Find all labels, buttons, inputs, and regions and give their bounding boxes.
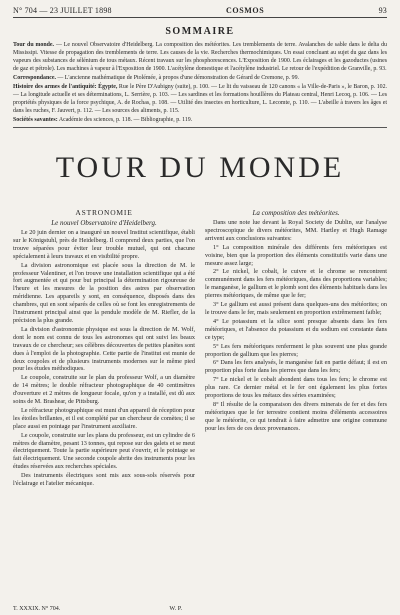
article-columns [13,208,387,489]
sommaire-entry-label: Tour du monde. [13,42,55,48]
sommaire-entry [13,74,387,82]
sommaire-entry [13,83,387,115]
sommaire-body [13,41,387,124]
title-area [13,128,387,208]
paragraph: Le coupole, construite sur les plans du professeur, est un cylindre de 6 mètres de diamètre, pesant 13 tonnes, qui repose sur des galets et se meut électriquement. Toute la partie supérieure peut s'ouvrir, et le pointage se fait électriquement. Une seconde coupole abrite des instruments pour les études réservées aux recherches spéciales. [13,431,195,471]
sommaire-title: SOMMAIRE [165,26,235,37]
journal-name: COSMOS [226,6,265,15]
paragraph: Des instruments électriques sont mis aux sous-sols réservés pour l'éclairage et l'atelier mécanique. [13,472,195,488]
article-subheading: La composition des météorites. [252,209,340,217]
page-header [13,6,387,15]
paragraph: 3° Le gallium est aussi présent dans quelques-uns des météorites; on le trouve dans le fer, mais seulement en proportion extrêmement faible; [205,301,387,316]
sommaire-entry-text: — L'ancienne mathématique de Ptolémée, à propos d'une démonstration de Gérard de Cremone, p. 99. [57,75,300,81]
sommaire-entry-text: Académie des sciences, p. 118. — Bibliographie, p. 119. [58,117,193,123]
paragraph: 2° Le nickel, le cobalt, le cuivre et le chrome se rencontrent communément dans les fers météoriques, dans des proportions variables; le manganèse, le gallium et le plomb sont des éléments habituels dans les pierres météoriques, de même que le fer; [205,268,387,300]
sommaire-entry-text: — Le nouvel Observatoire d'Heidelberg. La composition des météorites. Les tremblements de terre. Avalanches de sable dans le delta du Mississipi. Vitesse de propagation des tremblements de terre. Les causes de la vie. Recherches thermochimiques. Un essai concluant au sujet du gaz dans les vapeurs des substances de sélénium de tous métaux. Récent travaux sur les phosphorescences. L'Exposition de 1900. Les éclairages et les gazoductes (usines de gaz et pétrole). Les machines à vapeur à l'Exposition de 1900. L'acétylène domestique et l'acétylène industriel. Le retour de l'expédition de Granville, p. 93. [13,42,387,72]
paragraph: 8° Il résulte de la comparaison des divers minerais de fer et des fers météoriques que le fer terrestre contient moins d'éléments accessoires que le météorite, ce qui tendrait à faire admettre une origine commune pour les fers de ces deux provenances. [205,400,387,432]
paragraph: 5° Les fers météoriques renferment le plus souvent une plus grande proportion de gallium que les pierres; [205,342,387,358]
paragraph: Le 20 juin dernier on a inauguré un nouvel Institut scientifique, établi sur le Königstuhl, près de Heidelberg. Il comprend deux parties, que l'on trouve séparées pour éviter leur trouble mutuel, qui ont chacune spécialement à leurs travaux et en visibilité propre. [13,229,195,260]
sommaire-entry [13,41,387,73]
paragraph: 6° Dans les fers analysés, le manganèse fait en partie défaut; il est en proportion plus forte dans les pierres que dans les fers; [205,359,387,375]
author-signature: W. P. [169,605,182,612]
sommaire-entry-label: Correspondance. [13,75,56,81]
sommaire-entry-text: Rue le Père D'Aubigny (suite), p. 100. — Le lit du vaisseau de 120 canons « la Ville-de-Paris », le Baron, p. 102. — La longitude actuelle et ses déterminations, L. Serrière, p. 103. — Les sardines et les formations houillères du Plateau central, Henri Lecoq, p. 106. — Les propriétés physiques de la force psychique, A. de Rochas, p. 108. — Utilité des insectes en horticulture, L. Lecomte, p. 110. — L'abeille à travers les âges et dans les ruches, F. Jauvert, p. 112. — Les sources des aliments, p. 115. [13,84,388,114]
sommaire-entry-label: Histoire des armes de l'antiquité: Égypte, [13,84,118,90]
paragraph: 1° La composition minérale des différents fers météoriques est voisine, bien que la proportion des éléments constitutifs varie dans une mesure assez large; [205,243,387,267]
page-number: 93 [378,6,387,15]
issue-info: N° 704 — 23 JUILLET 1898 [13,6,112,15]
paragraph: La division astronomique est placée sous la direction de M. le professeur Valentiner, et l'on trouve une installation scientifique qui a été fort augmentée et qui pour but principal la détermination rigoureuse de l'heure et les mesures de la position des astres par observation méridienne. Les appareils y sont, en conséquence, disposés dans des chambres, qui en sont séparés de celles où se font les enregistrements de l'instrument principal ainsi que la pendule modèle de M. Riefler, de la précision la plus grande. [13,261,195,324]
section-title: TOUR DU MONDE [55,151,345,184]
paragraph: Le coupole, construite sur le plan du professeur Wolf, a un diamètre de 14 mètres; le double réfracteur photographique de 40 centimètres d'ouverture et 2 mètres de longueur focale, qu'on y a installé, est dû aux soins de M. Brashear, de Pittsburg. [13,374,195,406]
sommaire-entry-label: Sociétés savantes: [13,117,58,123]
left-column [13,208,195,489]
right-column [205,208,387,489]
volume-footer: T. XXXIX. N° 704. [13,606,61,612]
sommaire-entry [13,116,387,124]
header-rule [13,17,387,18]
paragraph: 7° Le nickel et le cobalt abondent dans tous les fers; le chrome est plus rare. Ce dernier métal et le fer ont également les plus fortes proportions de tous les métaux des séries examinées; [205,376,387,400]
paragraph: Le réfracteur photographique est muni d'un appareil de réception pour les étoiles brillantes, et il est complété par un chercheur de comètes; il se place aussi en pointage par l'instrument auxiliaire. [13,406,195,430]
paragraph: 4° Le potassium et la silice sont presque absents dans les fers météoriques, et l'absence du potassium et du sodium est constante dans ce type; [205,317,387,341]
section-heading: ASTRONOMIE [75,208,133,217]
paragraph: La division d'astronomie physique est sous la direction de M. Wolf, dont le nom est connu de tous les astronomes qui ont suivi les beaux travaux de ce chercheur; ses célèbres découvertes de petites planètes sont dues à l'emploi de la photographie. Cette partie de l'institut est munie de deux coupoles et de plusieurs instruments modernes sur le même pied pour les études méthodiques. [13,325,195,373]
paragraph: Dans une note lue devant la Royal Society de Dublin, sur l'analyse spectroscopique de divers météorites, MM. Hartley et Hugh Ramage arrivent aux conclusions suivantes: [205,219,387,242]
article-subheading: Le nouvel Observatoire d'Heidelberg. [51,219,157,227]
